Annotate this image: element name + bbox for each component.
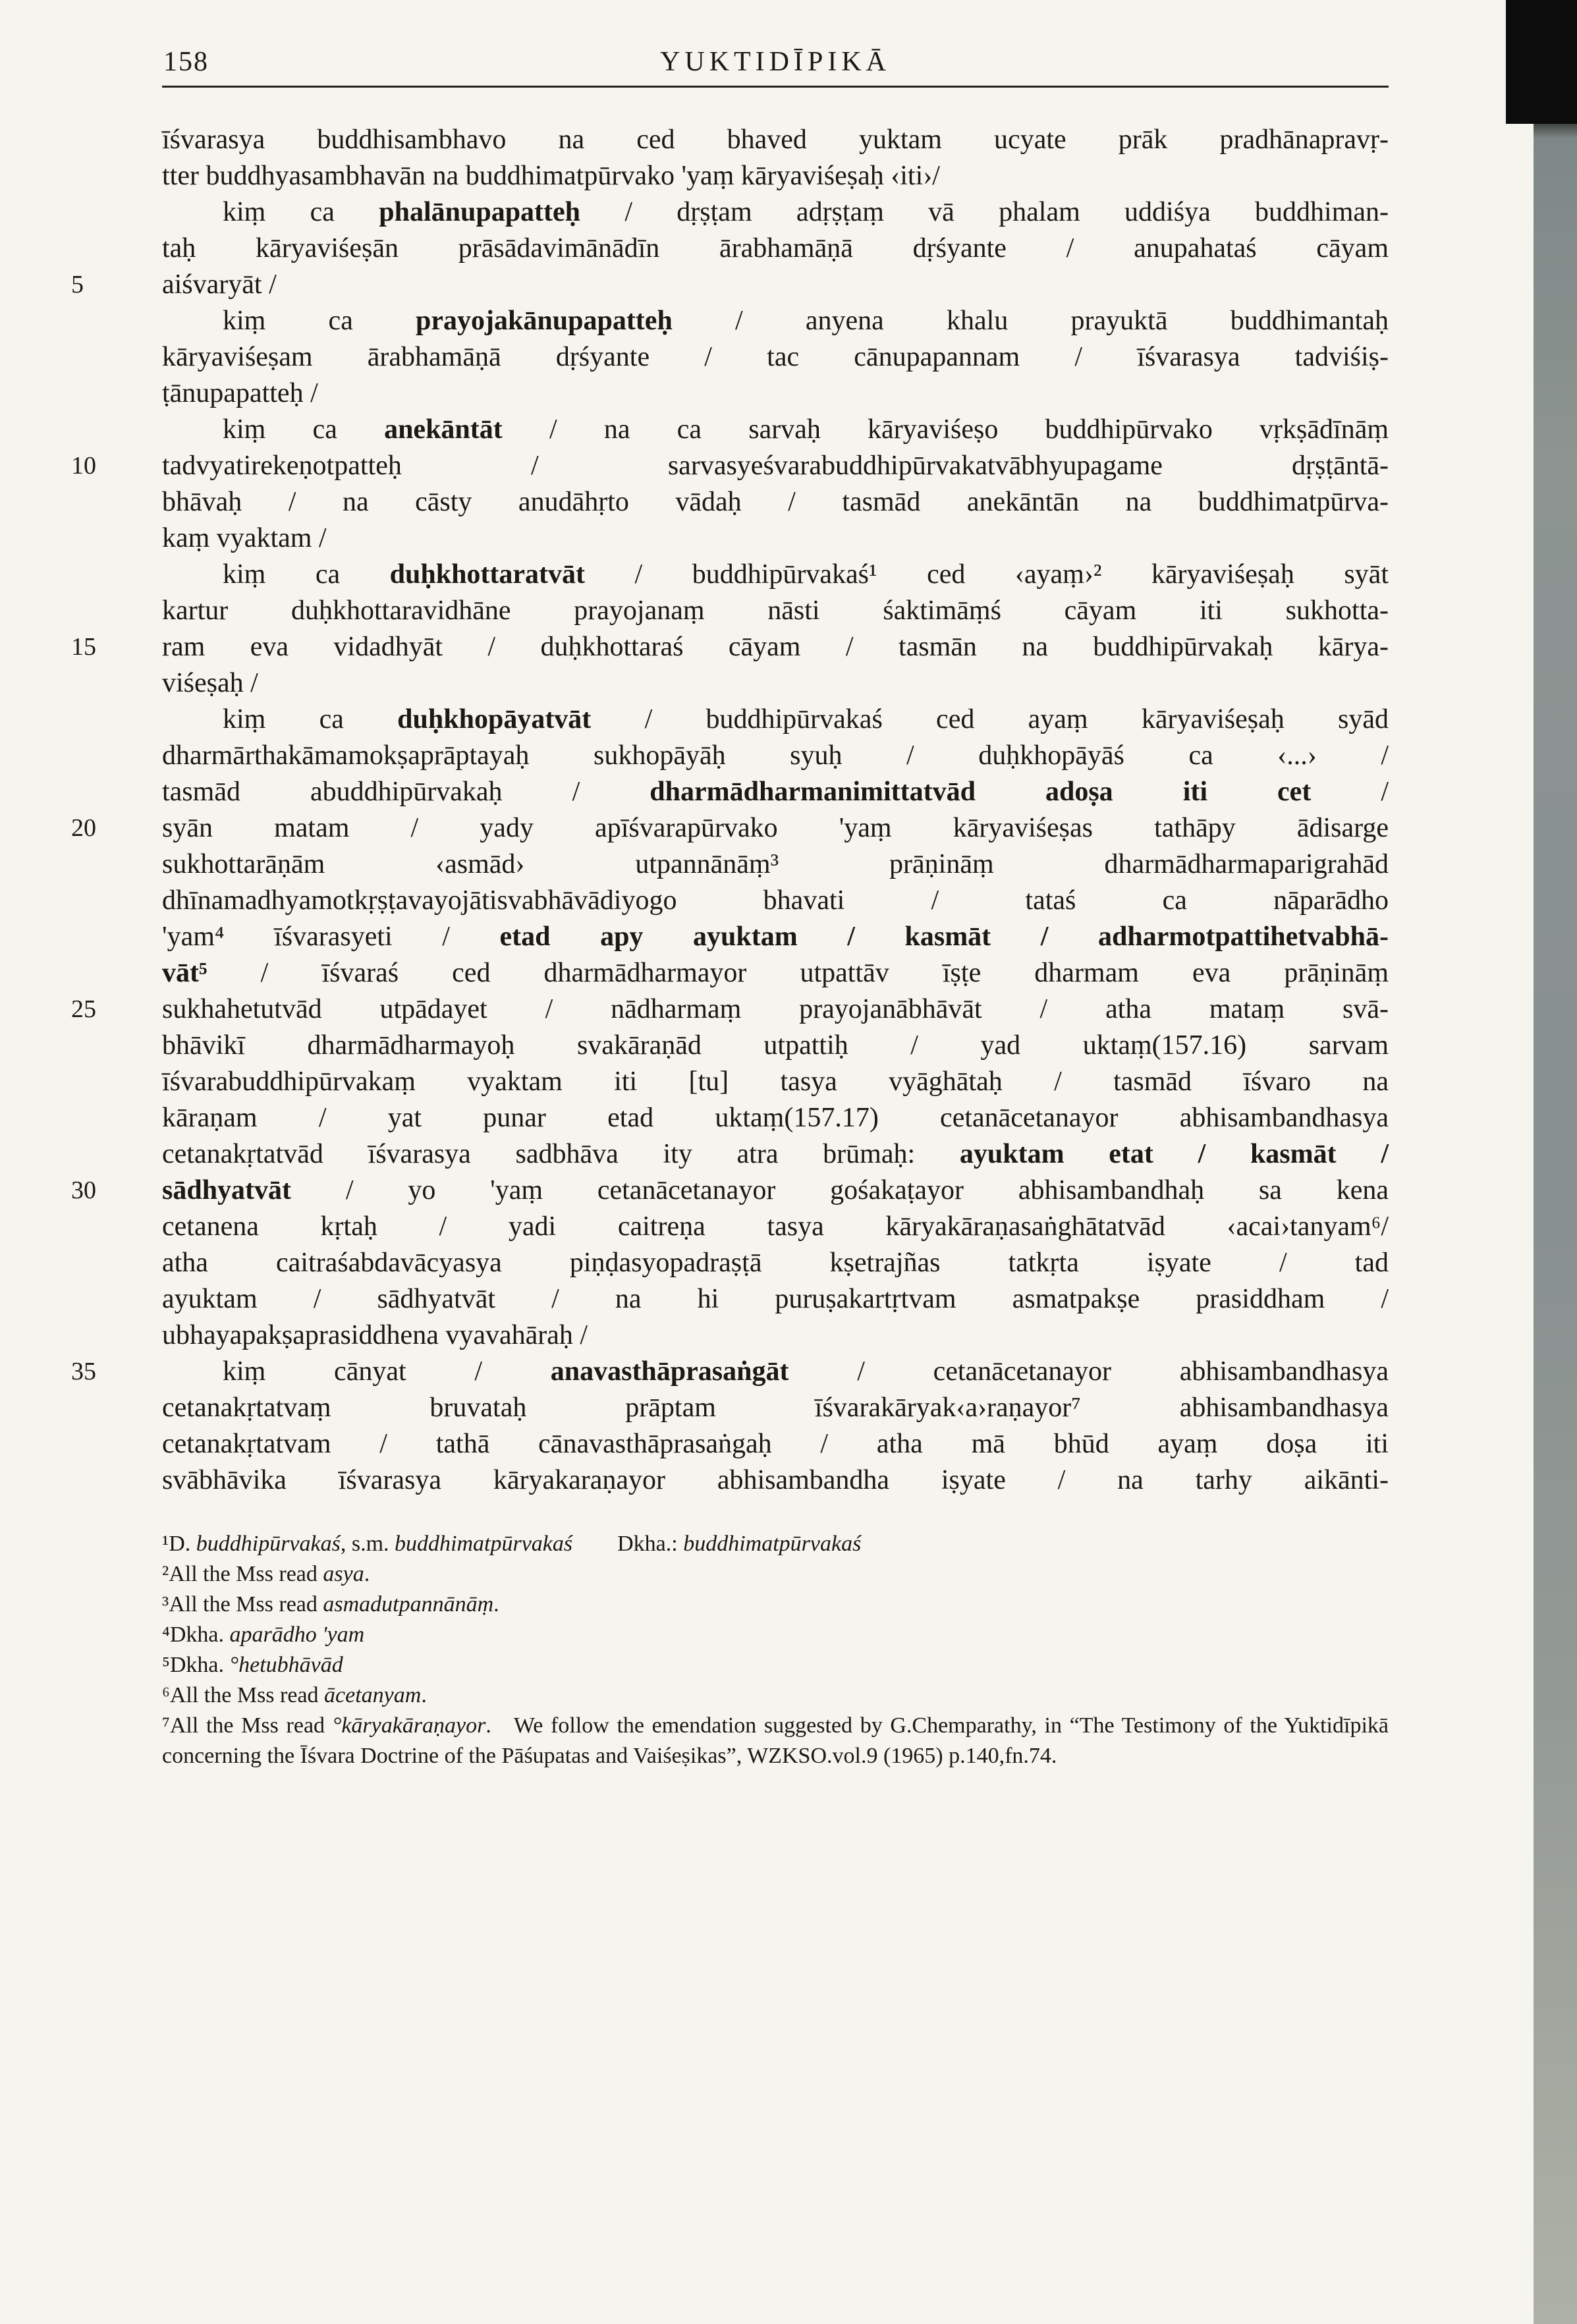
margin-line-number: 25: [71, 995, 96, 1023]
scan-corner-artifact: [1506, 0, 1577, 124]
text-segment: 'yam⁴ īśvarasyeti /: [162, 922, 500, 952]
text-line: [162, 122, 1389, 158]
text-segment: / buddhipūrvakaś ced ayaṃ kāryaviśeṣaḥ syād: [591, 704, 1389, 734]
margin-line-number: 15: [71, 633, 96, 661]
text-segment: ⁷All the Mss read: [162, 1713, 333, 1738]
margin-line-number: 5: [71, 271, 84, 298]
footnote: [162, 1620, 1389, 1650]
text-segment: / īśvaraś ced dharmādharmayor utpattāv īṣṭe dharmam eva prāṇināṃ: [207, 958, 1389, 988]
text-line: [162, 231, 1389, 267]
text-line: [162, 774, 1389, 810]
text-line: [162, 846, 1389, 883]
text-line: [162, 1317, 1389, 1354]
text-segment: kiṃ ca: [223, 306, 416, 336]
text-segment: tadvyatirekeṇotpatteḥ / sarvasyeśvarabuddhipūrvakatvābhyupagame dṛṣṭāntā-: [162, 451, 1389, 481]
text-line: [162, 1209, 1389, 1245]
text-segment: ³All the Mss read: [162, 1592, 323, 1617]
text-segment: ram eva vidadhyāt / duḥkhottaraś cāyam / tasmān na buddhipūrvakaḥ kārya-: [162, 632, 1389, 662]
text-line: [162, 194, 1389, 231]
text-segment: ²All the Mss read: [162, 1562, 323, 1586]
text-segment: cetanakṛtatvād īśvarasya sadbhāva ity atra brūmaḥ:: [162, 1139, 960, 1169]
text-segment: kiṃ cānyat /: [223, 1356, 551, 1387]
footnote: [162, 1650, 1389, 1680]
text-segment: dharmārthakāmamokṣaprāptayaḥ sukhopāyāḥ syuḥ / duḥkhopāyāś ca ‹...› /: [162, 740, 1389, 771]
scan-edge-artifact: [1534, 0, 1577, 2324]
text-segment: . We follow the emendation suggested by G.Chemparathy, in “The Testimony of the Yuktidīpikā concerning the Īśvara Doctrine of the Pāśupatas and Vaiśeṣikas”, WZKSO.vol.9 (1965) p.140,fn.74.: [162, 1713, 1389, 1768]
bold-text-segment: sādhyatvāt: [162, 1175, 292, 1205]
text-segment: .: [421, 1683, 427, 1707]
text-segment: kiṃ ca: [223, 559, 390, 590]
text-line: [162, 1426, 1389, 1462]
text-segment: ⁴Dkha.: [162, 1622, 230, 1647]
text-segment: / na ca sarvaḥ kāryaviśeṣo buddhipūrvako vṛkṣādīnāṃ: [502, 414, 1389, 445]
italic-text-segment: asmadutpannānāṃ: [323, 1592, 494, 1617]
italic-text-segment: °kāryakāraṇayor: [332, 1713, 486, 1738]
italic-text-segment: ācetanyam: [324, 1683, 422, 1707]
page-number: 158: [163, 47, 209, 77]
italic-text-segment: buddhipūrvakaś: [196, 1532, 341, 1556]
text-segment: , s.m.: [340, 1532, 395, 1556]
text-segment: kāraṇam / yat punar etad uktaṃ(157.17) cetanācetanayor abhisambandhasya: [162, 1103, 1389, 1133]
text-segment: ⁶All the Mss read: [162, 1683, 325, 1707]
text-line: [162, 1028, 1389, 1064]
text-segment: ayuktam / sādhyatvāt / na hi puruṣakartṛtvam asmatpakṣe prasiddham /: [162, 1284, 1389, 1314]
bold-text-segment: vāt⁵: [162, 958, 208, 988]
text-segment: .: [364, 1562, 370, 1586]
text-line: [71, 448, 1389, 484]
bold-text-segment: anekāntāt: [384, 414, 503, 445]
italic-text-segment: buddhimatpūrvakaś: [395, 1532, 573, 1556]
text-segment: syān matam / yady apīśvarapūrvako 'yaṃ kāryaviśeṣas tathāpy ādisarge: [162, 813, 1389, 843]
text-segment: sukhottarāṇām ‹asmād› utpannānāṃ³ prāṇināṃ dharmādharmaparigrahād: [162, 849, 1389, 879]
text-segment: kāryaviśeṣam ārabhamāṇā dṛśyante / tac cānupapannam / īśvarasya tadviśiṣ-: [162, 342, 1389, 372]
text-line: [162, 883, 1389, 919]
bold-text-segment: anavasthāprasaṅgāt: [550, 1356, 789, 1387]
text-line: [162, 520, 1389, 557]
footnote: [162, 1529, 1389, 1559]
footnote: [162, 1680, 1389, 1711]
text-line: [162, 1281, 1389, 1317]
bold-text-segment: ayuktam etat / kasmāt /: [959, 1139, 1389, 1169]
text-line: [162, 665, 1389, 702]
footnotes: [162, 1529, 1389, 1771]
text-line: [162, 1100, 1389, 1136]
text-segment: īśvarabuddhipūrvakaṃ vyaktam iti [tu] tasya vyāghātaḥ / tasmād īśvaro na: [162, 1066, 1389, 1097]
footnote: [162, 1590, 1389, 1620]
text-segment: ⁵Dkha.: [162, 1653, 230, 1677]
text-line: [162, 702, 1389, 738]
text-segment: .: [493, 1592, 499, 1617]
bold-text-segment: duḥkhopāyatvāt: [397, 704, 592, 734]
bold-text-segment: dharmādharmanimittatvād adoṣa iti cet: [650, 777, 1312, 807]
text-line: [71, 1173, 1389, 1209]
text-line: [162, 1064, 1389, 1100]
text-line: [162, 1136, 1389, 1173]
text-segment: kiṃ ca: [223, 414, 385, 445]
text-segment: dhīnamadhyamotkṛṣṭavayojātisvabhāvādiyogo bhavati / tataś ca nāparādho: [162, 885, 1389, 916]
text-segment: / anyena khalu prayuktā buddhimantaḥ: [672, 306, 1389, 336]
text-segment: Dkha.:: [572, 1532, 684, 1556]
text-line: [162, 412, 1389, 448]
text-line: [71, 1354, 1389, 1390]
page-title: YUKTIDĪPIKĀ: [660, 47, 891, 77]
footnote: [162, 1711, 1389, 1771]
text-segment: / cetanācetanayor abhisambandhasya: [788, 1356, 1389, 1387]
text-segment: kaṃ vyaktam /: [162, 523, 327, 553]
italic-text-segment: buddhimatpūrvakaś: [683, 1532, 862, 1556]
text-line: [162, 1462, 1389, 1499]
text-segment: / yo 'yaṃ cetanācetanayor gośakaṭayor abhisambandhaḥ sa kena: [291, 1175, 1389, 1205]
text-line: [162, 158, 1389, 194]
text-segment: cetanena kṛtaḥ / yadi caitreṇa tasya kāryakāraṇasaṅghātatvād ‹acai›tanyam⁶/: [162, 1211, 1389, 1242]
text-line: [162, 593, 1389, 629]
text-line: [162, 557, 1389, 593]
text-segment: ṭānupapatteḥ /: [162, 378, 318, 408]
text-segment: bhāvaḥ / na cāsty anudāhṛto vādaḥ / tasmād anekāntān na buddhimatpūrva-: [162, 487, 1389, 517]
text-segment: / buddhipūrvakaś¹ ced ‹ayaṃ›² kāryaviśeṣaḥ syāt: [585, 559, 1389, 590]
text-line: [162, 955, 1389, 991]
text-line: [71, 267, 1389, 303]
bold-text-segment: etad apy ayuktam / kasmāt / adharmotpattihetvabhā-: [499, 922, 1389, 952]
text-segment: tasmād abuddhipūrvakaḥ /: [162, 777, 650, 807]
text-line: [162, 1245, 1389, 1281]
footnote: [162, 1559, 1389, 1590]
text-segment: ubhayapakṣaprasiddhena vyavahāraḥ /: [162, 1320, 588, 1350]
text-line: [162, 303, 1389, 339]
text-segment: tter buddhyasambhavān na buddhimatpūrvako 'yaṃ kāryaviśeṣaḥ ‹iti›/: [162, 161, 940, 191]
text-segment: aiśvaryāt /: [162, 269, 277, 300]
text-segment: sukhahetutvād utpādayet / nādharmaṃ prayojanābhāvāt / atha mataṃ svā-: [162, 994, 1389, 1024]
text-line: [71, 810, 1389, 846]
bold-text-segment: duḥkhottaratvāt: [389, 559, 586, 590]
text-line: [162, 1390, 1389, 1426]
text-segment: viśeṣaḥ /: [162, 668, 258, 698]
bold-text-segment: prayojakānupapatteḥ: [416, 306, 673, 336]
text-segment: cetanakṛtatvam / tathā cānavasthāprasaṅgaḥ / atha mā bhūd ayaṃ doṣa iti: [162, 1429, 1389, 1459]
text-segment: atha caitraśabdavācyasya piṇḍasyopadraṣṭā kṣetrajñas tatkṛta iṣyate / tad: [162, 1248, 1389, 1278]
body-text: [71, 122, 1389, 1499]
text-line: [71, 991, 1389, 1028]
text-segment: taḥ kāryaviśeṣān prāsādavimānādīn ārabhamāṇā dṛśyante / anupahataś cāyam: [162, 233, 1389, 263]
text-segment: cetanakṛtatvaṃ bruvataḥ prāptam īśvarakāryak‹a›raṇayor⁷ abhisambandhasya: [162, 1393, 1389, 1423]
italic-text-segment: °hetubhāvād: [229, 1653, 343, 1677]
text-segment: / dṛṣṭam adṛṣṭaṃ vā phalam uddiśya buddhiman-: [580, 197, 1389, 227]
text-segment: kiṃ ca: [223, 197, 379, 227]
text-line: [162, 375, 1389, 412]
text-segment: kiṃ ca: [223, 704, 398, 734]
bold-text-segment: phalānupapatteḥ: [379, 197, 581, 227]
text-line: [162, 484, 1389, 520]
text-segment: īśvarasya buddhisambhavo na ced bhaved yuktam ucyate prāk pradhānapravṛ-: [162, 124, 1389, 155]
text-segment: kartur duḥkhottaravidhāne prayojanaṃ nāsti śaktimāṃś cāyam iti sukhotta-: [162, 595, 1389, 626]
text-line: [162, 339, 1389, 375]
margin-line-number: 35: [71, 1358, 96, 1385]
running-header: [162, 46, 1389, 88]
text-segment: bhāvikī dharmādharmayoḥ svakāraṇād utpattiḥ / yad uktaṃ(157.16) sarvam: [162, 1030, 1389, 1061]
margin-line-number: 30: [71, 1176, 96, 1204]
text-segment: svābhāvika īśvarasya kāryakaraṇayor abhisambandha iṣyate / na tarhy aikānti-: [162, 1465, 1389, 1495]
italic-text-segment: asya: [323, 1562, 364, 1586]
text-line: [162, 919, 1389, 955]
margin-line-number: 20: [71, 814, 96, 842]
text-line: [71, 629, 1389, 665]
text-segment: ¹D.: [162, 1532, 196, 1556]
text-segment: /: [1311, 777, 1389, 807]
italic-text-segment: aparādho 'yam: [229, 1622, 365, 1647]
text-line: [162, 738, 1389, 774]
margin-line-number: 10: [71, 452, 96, 480]
